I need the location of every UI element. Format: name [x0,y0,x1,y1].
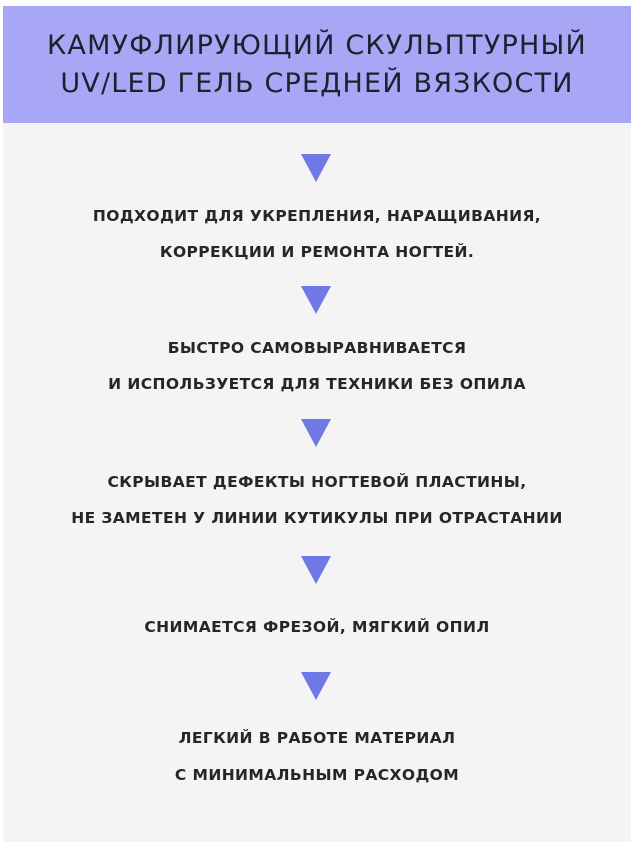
down-triangle-icon [301,286,331,314]
down-triangle-icon [301,672,331,700]
title-line-2: UV/LED ГЕЛЬ СРЕДНЕЙ ВЯЗКОСТИ [60,67,574,99]
down-triangle-icon [301,556,331,584]
feature-4-line-1: СНИМАЕТСЯ ФРЕЗОЙ, МЯГКИЙ ОПИЛ [144,618,490,636]
info-card [3,6,631,842]
feature-2-line-2: И ИСПОЛЬЗУЕТСЯ ДЛЯ ТЕХНИКИ БЕЗ ОПИЛА [108,375,526,393]
feature-5-line-1: ЛЕГКИЙ В РАБОТЕ МАТЕРИАЛ [178,729,456,747]
down-triangle-icon [301,154,331,182]
feature-1-line-2: КОРРЕКЦИИ И РЕМОНТА НОГТЕЙ. [159,243,475,261]
feature-2-line-1: БЫСТРО САМОВЫРАВНИВАЕТСЯ [167,339,467,357]
feature-3-line-1: СКРЫВАЕТ ДЕФЕКТЫ НОГТЕВОЙ ПЛАСТИНЫ, [107,473,527,491]
feature-3-line-2: НЕ ЗАМЕТЕН У ЛИНИИ КУТИКУЛЫ ПРИ ОТРАСТАНИИ [71,509,563,527]
title-line-1: КАМУФЛИРУЮЩИЙ СКУЛЬПТУРНЫЙ [47,29,587,61]
feature-1-line-1: ПОДХОДИТ ДЛЯ УКРЕПЛЕНИЯ, НАРАЩИВАНИЯ, [92,207,542,225]
header-banner [3,6,631,123]
down-triangle-icon [301,419,331,447]
feature-5-line-2: С МИНИМАЛЬНЫМ РАСХОДОМ [174,766,460,784]
